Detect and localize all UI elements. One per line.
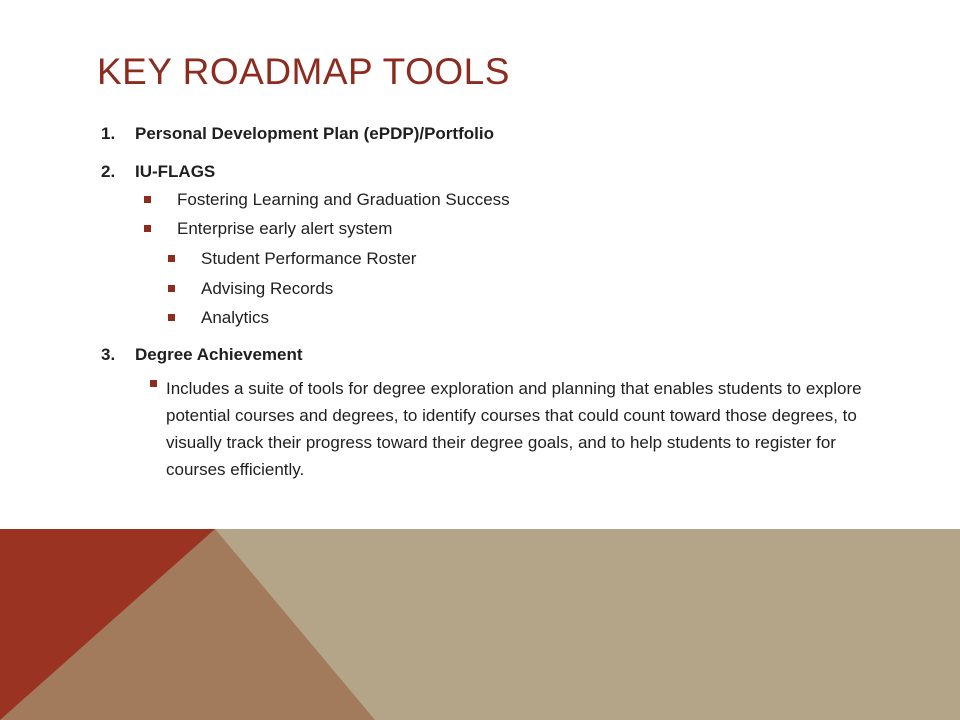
- square-bullet-icon: [144, 225, 151, 232]
- sub-list-item: Fostering Learning and Graduation Success: [177, 190, 510, 209]
- description-paragraph: Includes a suite of tools for degree exploration and planning that enables students to explore potential courses and degrees, to identify courses that could count toward those degrees, to visually track their progress toward their degree goals, and to help students to register for courses efficiently.: [166, 379, 862, 479]
- sub-list-item: Enterprise early alert system: [177, 219, 393, 238]
- list-item: Degree Achievement: [135, 345, 303, 364]
- square-bullet-icon: [168, 314, 175, 321]
- square-bullet-icon: [168, 285, 175, 292]
- sub-sub-list-item: Student Performance Roster: [201, 249, 417, 268]
- square-bullet-icon: [150, 380, 157, 387]
- slide-title: KEY ROADMAP TOOLS: [97, 51, 510, 92]
- decorative-footer: [0, 529, 960, 720]
- sub-sub-list-item: Advising Records: [201, 279, 334, 298]
- list-item: IU-FLAGS: [135, 162, 216, 181]
- square-bullet-icon: [168, 255, 175, 262]
- list-item: Personal Development Plan (ePDP)/Portfolio: [135, 124, 494, 143]
- list-number: 3.: [101, 345, 116, 364]
- list-number: 2.: [101, 162, 116, 181]
- list-number: 1.: [101, 124, 116, 143]
- square-bullet-icon: [144, 196, 151, 203]
- sub-sub-list-item: Analytics: [201, 308, 270, 327]
